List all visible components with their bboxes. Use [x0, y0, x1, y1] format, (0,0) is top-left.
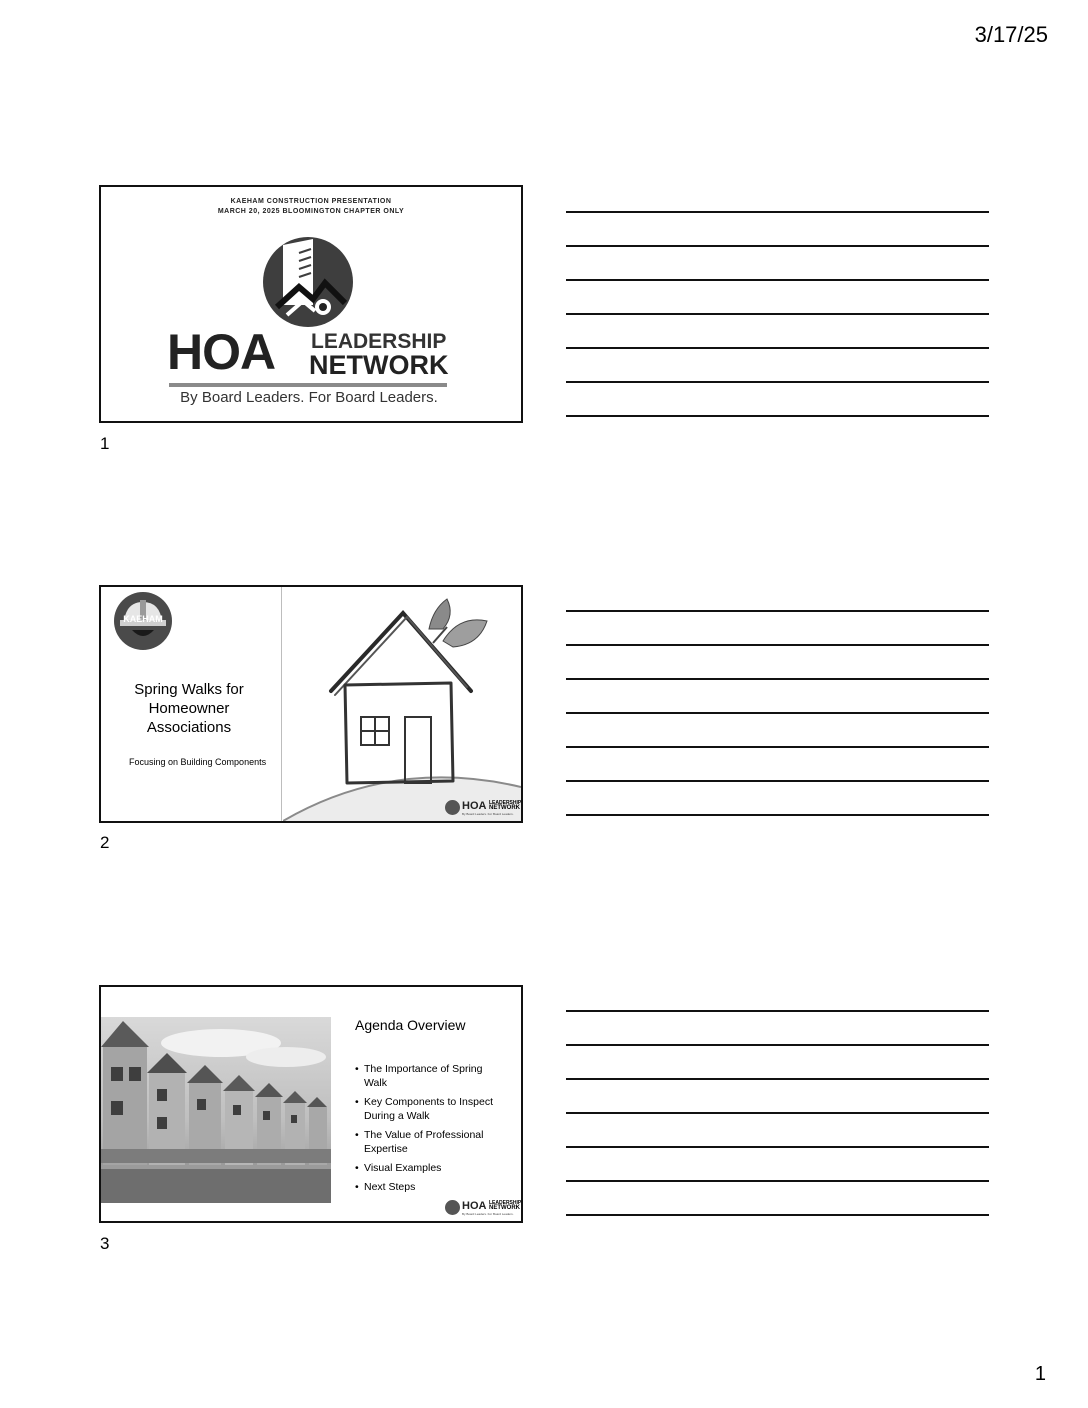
- mini-logo-network: NETWORK: [489, 805, 520, 811]
- notes-lines: [566, 179, 989, 417]
- agenda-item: • Visual Examples: [355, 1161, 505, 1175]
- slide-number: 3: [100, 1234, 110, 1253]
- slide-2-title: Spring Walks for Homeowner Associations: [134, 681, 244, 736]
- note-line: [566, 1148, 989, 1182]
- hoa-mini-logo-icon: [445, 800, 460, 815]
- hoa-mini-logo: [445, 799, 522, 817]
- note-line: [566, 1012, 989, 1046]
- note-line: [566, 578, 989, 612]
- mini-logo-leadership: LEADERSHIP: [489, 1200, 522, 1206]
- slide-number: 2: [100, 833, 110, 852]
- note-line: [566, 179, 989, 213]
- townhouses-photo: [101, 1017, 331, 1203]
- note-line: [566, 213, 989, 247]
- note-line: [566, 1114, 989, 1148]
- agenda-item: • Next Steps: [355, 1180, 505, 1194]
- note-line: [566, 680, 989, 714]
- note-line: [566, 247, 989, 281]
- logo-leadership-text: LEADERSHIP: [311, 330, 447, 353]
- note-line: [566, 782, 989, 816]
- notes-lines: [566, 578, 989, 816]
- note-line: [566, 1080, 989, 1114]
- logo-hoa-text: HOA: [167, 324, 276, 380]
- print-date: 3/17/25: [974, 22, 1048, 47]
- hoa-mini-logo-icon: [445, 1200, 460, 1215]
- slide-1-thumbnail: [99, 185, 523, 423]
- note-line: [566, 383, 989, 417]
- agenda-list: [355, 1062, 505, 1199]
- kaeham-helmet-logo-icon: [114, 592, 172, 650]
- note-line: [566, 714, 989, 748]
- slide-3-thumbnail: [99, 985, 523, 1223]
- note-line: [566, 1182, 989, 1216]
- agenda-item: • The Importance of Spring Walk: [355, 1062, 505, 1090]
- page-number: 1: [1034, 1363, 1046, 1385]
- slide-3-title: Agenda Overview: [355, 1017, 466, 1033]
- agenda-item: • The Value of Professional Expertise: [355, 1128, 505, 1156]
- logo-tagline: By Board Leaders. For Board Leaders.: [180, 389, 438, 406]
- mini-logo-hoa: HOA: [462, 800, 487, 812]
- slide-number: 1: [100, 434, 110, 453]
- helmet-logo-text: KAEHAM: [123, 614, 163, 624]
- note-line: [566, 646, 989, 680]
- note-line: [566, 349, 989, 383]
- note-line: [566, 315, 989, 349]
- notes-lines: [566, 978, 989, 1216]
- note-line: [566, 748, 989, 782]
- hoa-logo-emblem-icon: [263, 237, 353, 327]
- mini-logo-tagline: By Board Leaders. For Board Leaders.: [462, 1212, 514, 1216]
- mini-logo-network: NETWORK: [489, 1205, 520, 1211]
- slide-2-subtitle: Focusing on Building Components: [129, 757, 267, 767]
- note-line: [566, 1046, 989, 1080]
- note-line: [566, 612, 989, 646]
- hoa-mini-logo: [445, 1199, 522, 1217]
- mini-logo-leadership: LEADERSHIP: [489, 800, 522, 806]
- mini-logo-hoa: HOA: [462, 1200, 487, 1212]
- agenda-item: • Key Components to Inspect During a Walk: [355, 1095, 505, 1123]
- slide-2-divider: [281, 587, 282, 821]
- house-sketch-icon: [283, 587, 521, 821]
- note-line: [566, 978, 989, 1012]
- slide-1-caption-line1: KAEHAM CONSTRUCTION PRESENTATION: [230, 198, 392, 205]
- mini-logo-tagline: By Board Leaders. For Board Leaders.: [462, 812, 514, 816]
- slide-1-caption-line2: MARCH 20, 2025 BLOOMINGTON CHAPTER ONLY: [217, 208, 405, 215]
- logo-network-text: NETWORK: [309, 350, 449, 380]
- note-line: [566, 281, 989, 315]
- slide-2-thumbnail: [99, 585, 523, 823]
- logo-divider: [169, 383, 447, 387]
